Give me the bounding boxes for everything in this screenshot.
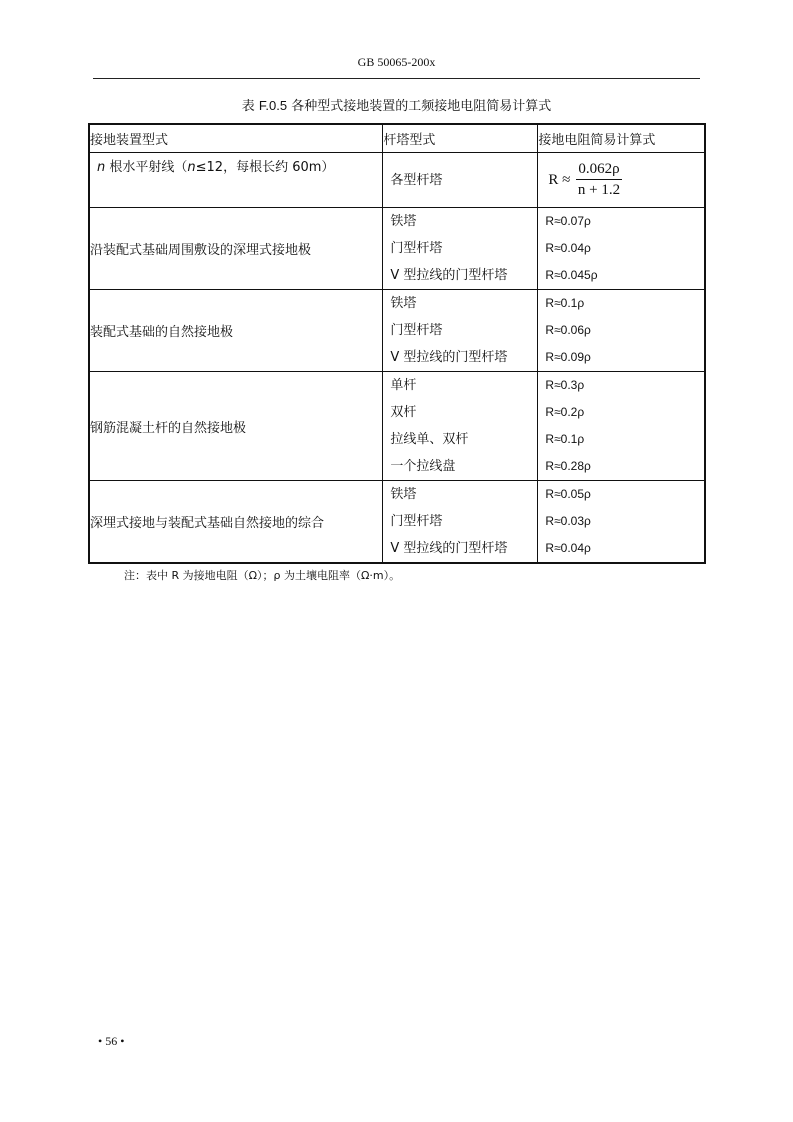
formula-cell (538, 481, 705, 564)
table-title (0, 95, 793, 114)
formula-cell (538, 208, 705, 290)
header-divider (93, 78, 700, 79)
resistance-formula: R≈0.05ρ (545, 487, 591, 501)
tower-cell (383, 208, 538, 290)
device-cell: 深埋式接地与装配式基础自然接地的综合 (89, 481, 383, 564)
formula-denominator: n + 1.2 (577, 182, 621, 198)
tower-type: V 型拉线的门型杆塔 (390, 541, 508, 556)
resistance-formula: R≈0.06ρ (545, 323, 591, 337)
running-header: GB 50065-200x (357, 55, 436, 69)
column-header-formula: 接地电阻简易计算式 (538, 124, 705, 153)
device-cell: 装配式基础的自然接地极 (89, 290, 383, 372)
column-header-device: 接地装置型式 (89, 124, 383, 153)
resistance-formula: R≈0.28ρ (545, 459, 591, 473)
table-row (89, 481, 705, 564)
resistance-formula: R≈0.2ρ (545, 405, 585, 419)
table-row (89, 290, 705, 372)
tower-type: 双杆 (390, 405, 417, 420)
resistance-formula: R≈0.3ρ (545, 378, 585, 392)
page-number: • 56 • (98, 1034, 125, 1048)
resistance-formula: R≈0.04ρ (545, 541, 591, 555)
tower-type: 单杆 (390, 378, 417, 393)
tower-type: 铁塔 (390, 214, 417, 229)
device-cell: 钢筋混凝土杆的自然接地极 (89, 372, 383, 481)
tower-type: V 型拉线的门型杆塔 (390, 268, 508, 283)
table-title-prefix: 表 (241, 99, 259, 114)
tower-type: 一个拉线盘 (390, 459, 456, 474)
column-header-tower: 杆塔型式 (383, 124, 538, 153)
device-cell (89, 153, 383, 208)
table-row (89, 153, 705, 208)
resistance-formula: R≈0.07ρ (545, 214, 591, 228)
tower-cell (383, 153, 538, 208)
tower-type: 门型杆塔 (390, 323, 443, 338)
formula-fraction (576, 161, 621, 199)
resistance-formula: R≈0.09ρ (545, 350, 591, 364)
resistance-formula: R≈0.1ρ (545, 432, 585, 446)
resistance-formula (548, 161, 621, 199)
device-variable: n (187, 160, 196, 175)
tower-type: V 型拉线的门型杆塔 (390, 350, 508, 365)
tower-type: 铁塔 (390, 296, 417, 311)
table-header-row (89, 124, 705, 153)
device-text: 根水平射线（ (105, 160, 188, 175)
tower-cell (383, 481, 538, 564)
tower-type: 各型杆塔 (390, 172, 443, 188)
grounding-resistance-table (88, 123, 706, 564)
formula-cell (538, 372, 705, 481)
tower-cell (383, 372, 538, 481)
resistance-formula: R≈0.1ρ (545, 296, 585, 310)
table-row (89, 208, 705, 290)
tower-type: 门型杆塔 (390, 241, 443, 256)
table-number: F.0.5 (258, 98, 288, 113)
resistance-formula: R≈0.03ρ (545, 514, 591, 528)
tower-cell (383, 290, 538, 372)
device-text: ≤12，每根长约 60m） (195, 160, 335, 175)
formula-numerator: 0.062ρ (576, 161, 621, 180)
table-row (89, 372, 705, 481)
tower-type: 门型杆塔 (390, 514, 443, 529)
tower-type: 铁塔 (390, 487, 417, 502)
resistance-formula: R≈0.045ρ (545, 268, 598, 282)
formula-lhs: R ≈ (548, 171, 571, 188)
formula-cell (538, 153, 705, 208)
tower-type: 拉线单、双杆 (390, 432, 469, 447)
table-note: 注：表中 R 为接地电阻（Ω）；ρ 为土壤电阻率（Ω·m）。 (124, 569, 401, 582)
device-variable: n (97, 160, 106, 175)
formula-cell (538, 290, 705, 372)
resistance-formula: R≈0.04ρ (545, 241, 591, 255)
device-cell: 沿装配式基础周围敷设的深埋式接地极 (89, 208, 383, 290)
table-title-text: 各种型式接地装置的工频接地电阻简易计算式 (287, 99, 552, 114)
